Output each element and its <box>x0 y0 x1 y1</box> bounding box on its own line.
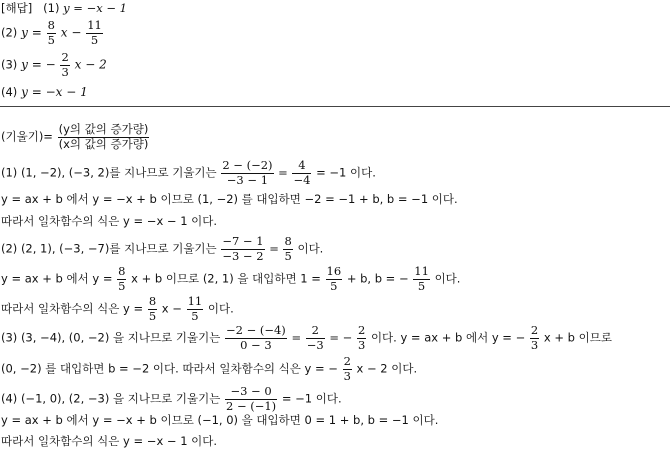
answer-2-middle: x − <box>60 25 82 40</box>
step-1-fraction-2: $\frac{4}{-4}$ <box>293 158 311 187</box>
answer-2-prefix: y = <box>21 25 42 40</box>
step-2-sub-middle: x + b 이므로 (2, 1) 을 대입하면 1 = <box>131 271 321 286</box>
step-1-slope-line <box>1 160 376 186</box>
step-2-fraction-1: $\frac{-7 - 1}{-3 - 2}$ <box>222 234 264 263</box>
step-2-slope-line <box>1 236 323 262</box>
section-divider <box>0 106 670 107</box>
answer-line-2 <box>1 20 104 46</box>
step-3-sub-fraction: $\frac{2}{3}$ <box>343 354 351 383</box>
step-2-conclusion-middle: x − <box>161 301 182 316</box>
step-3-sub-prefix: (0, −2) 를 대입하면 b = −2 이다. 따라서 일차함수의 식은 y = − <box>1 361 338 376</box>
answer-line-1 <box>1 0 127 16</box>
step-3-equals-1: = <box>291 330 302 345</box>
answer-2-fraction-2: $\frac{11}{5}$ <box>87 18 102 47</box>
step-2-sub-fraction-2: $\frac{16}{5}$ <box>326 264 342 293</box>
step-3-fraction-4: $\frac{2}{3}$ <box>530 323 539 352</box>
step-3-slope-suffix: x + b 이므로 <box>543 330 612 345</box>
answer-3-number: (3) <box>1 57 18 72</box>
answer-4-number: (4) <box>1 85 18 99</box>
answer-line-4 <box>1 84 88 100</box>
step-3-slope-line <box>1 325 612 351</box>
step-2-sub-suffix: 이다. <box>434 271 461 286</box>
step-4-slope-line <box>1 386 342 412</box>
answer-2-fraction-1: $\frac{8}{5}$ <box>47 18 55 47</box>
step-3-equals-2: = − <box>329 330 353 345</box>
slope-definition-label: (기울기)= <box>1 129 53 144</box>
step-2-slope-text: (2) (2, 1), (−3, −7)를 지나므로 기울기는 <box>1 241 217 256</box>
step-1-substitute-line: y = ax + b 에서 y = −x + b 이므로 (1, −2) 를 대입하면 −2 = −1 + b, b = −1 이다. <box>1 192 458 206</box>
step-3-fraction-3: $\frac{2}{3}$ <box>357 323 366 352</box>
step-2-conclusion-fraction-1: $\frac{8}{5}$ <box>148 294 157 323</box>
step-2-fraction-2: $\frac{8}{5}$ <box>284 234 292 263</box>
step-2-slope-result: 이다. <box>297 241 324 256</box>
step-4-conclusion-line: 따라서 일차함수의 식은 y = −x − 1 이다. <box>1 434 218 448</box>
step-1-conclusion-line: 따라서 일차함수의 식은 y = −x − 1 이다. <box>1 214 218 228</box>
step-3-fraction-2: $\frac{2}{-3}$ <box>306 323 324 352</box>
answer-header: [해답] <box>1 1 33 15</box>
answer-3-prefix: y = − <box>21 57 56 72</box>
step-4-fraction: $\frac{-3 - 0}{2 - (-1)}$ <box>225 384 277 413</box>
step-3-slope-middle: 이다. y = ax + b 에서 y = − <box>370 330 526 345</box>
slope-definition <box>1 124 150 150</box>
step-3-sub-suffix: x − 2 이다. <box>356 361 418 376</box>
answer-line-3 <box>1 52 107 78</box>
step-2-conclusion-line <box>1 296 234 322</box>
answer-4-expression: y = −x − 1 <box>21 85 88 99</box>
answer-3-fraction: $\frac{2}{3}$ <box>61 50 69 79</box>
step-2-sub-middle-2: + b, b = − <box>346 271 409 286</box>
step-1-equals: = <box>278 165 288 180</box>
step-1-fraction-1: $\frac{2 - (-2)}{-3 - 1}$ <box>222 158 273 187</box>
answer-1-number: (1) <box>43 1 60 15</box>
step-2-substitute-line <box>1 266 460 292</box>
answer-1-expression: y = −x − 1 <box>63 1 127 15</box>
slope-definition-fraction: $\frac{\text{(y의 값의 증가량)}}{\text{(x의 값의 증가량)}}$ <box>58 122 149 151</box>
answer-3-suffix: x − 2 <box>74 57 107 72</box>
step-1-slope-text: (1) (1, −2), (−3, 2)를 지나므로 기울기는 <box>1 165 217 180</box>
step-3-slope-text: (3) (3, −4), (0, −2) 을 지나므로 기울기는 <box>1 330 221 345</box>
step-4-slope-text: (4) (−1, 0), (2, −3) 을 지나므로 기울기는 <box>1 391 221 406</box>
step-3-fraction-1: $\frac{-2 - (-4)}{0 - 3}$ <box>225 323 286 352</box>
step-2-conclusion-suffix: 이다. <box>207 301 234 316</box>
step-1-slope-result: = −1 이다. <box>316 165 376 180</box>
step-2-sub-fraction-1: $\frac{8}{5}$ <box>118 264 126 293</box>
step-4-substitute-line: y = ax + b 에서 y = −x + b 이므로 (−1, 0) 을 대입하면 0 = 1 + b, b = −1 이다. <box>1 413 439 427</box>
step-2-sub-prefix: y = ax + b 에서 y = <box>1 271 113 286</box>
answer-2-number: (2) <box>1 25 18 40</box>
step-2-equals: = <box>269 241 279 256</box>
step-2-conclusion-prefix: 따라서 일차함수의 식은 y = <box>1 301 144 316</box>
step-2-sub-fraction-3: $\frac{11}{5}$ <box>414 264 429 293</box>
step-3-substitute-line <box>1 356 417 382</box>
step-2-conclusion-fraction-2: $\frac{11}{5}$ <box>187 294 203 323</box>
step-4-slope-result: = −1 이다. <box>281 391 342 406</box>
